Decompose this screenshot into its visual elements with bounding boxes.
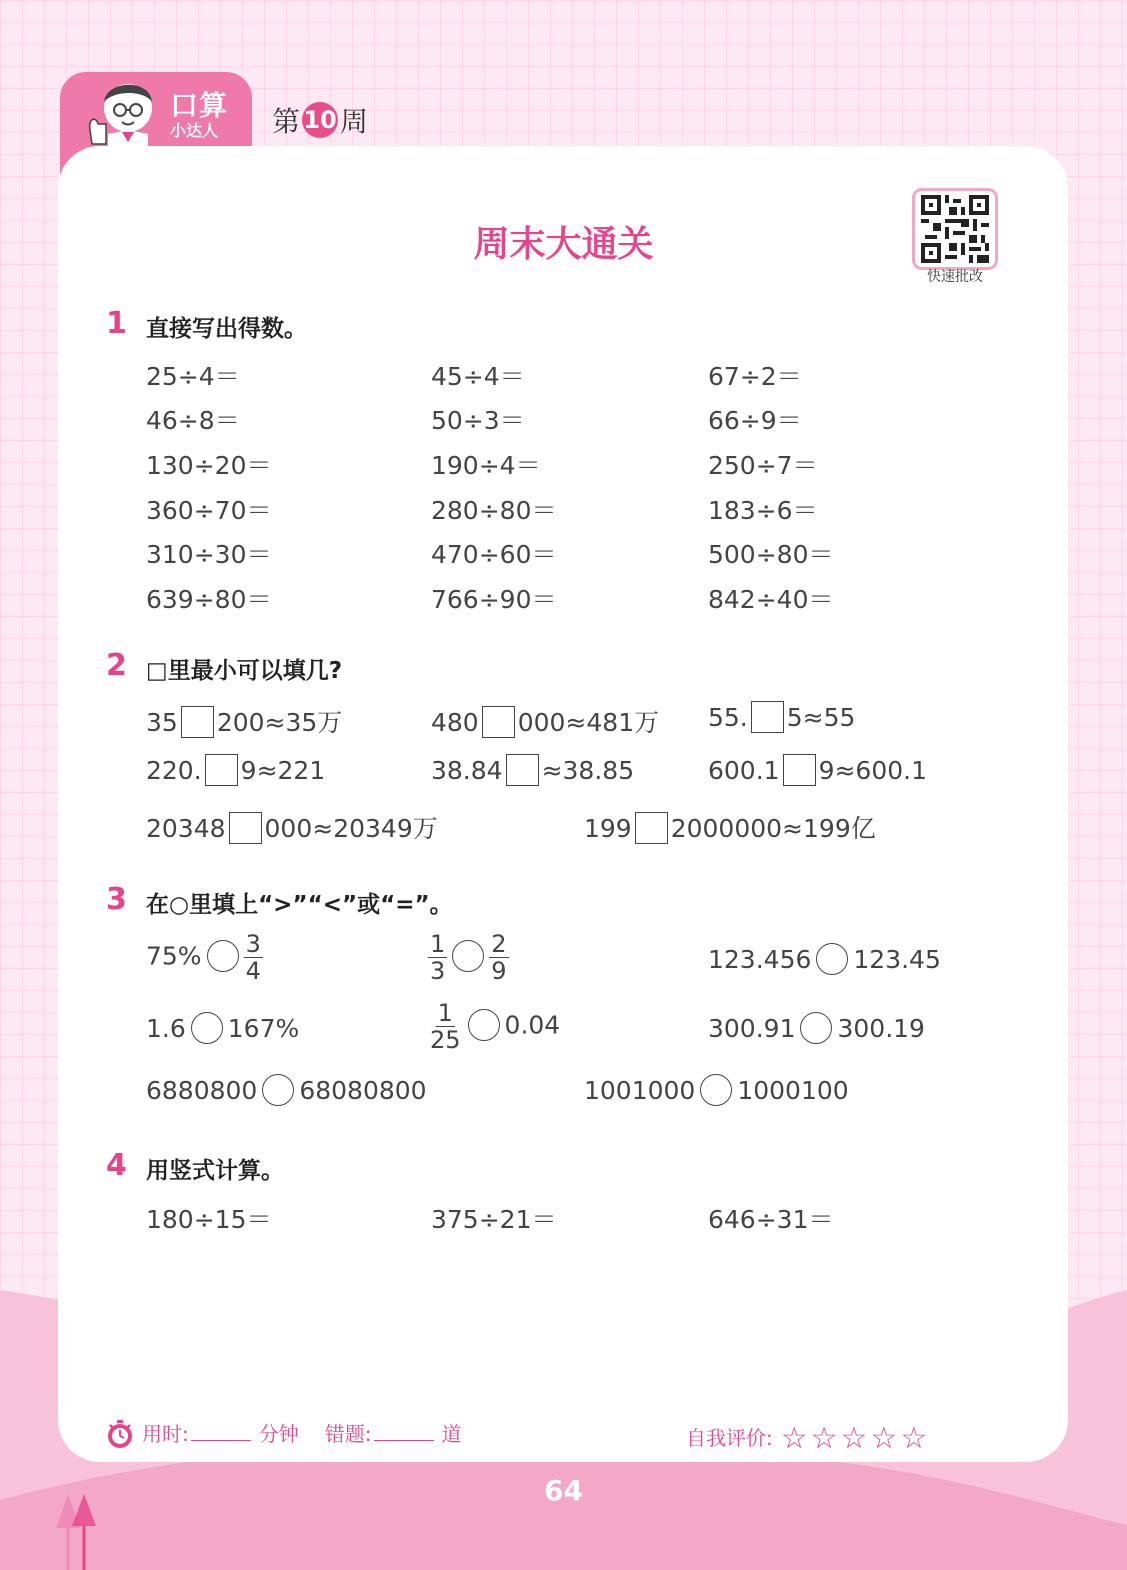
q4-problem: 375÷21＝ [431,1205,557,1234]
week-number-badge: 10 [302,102,338,138]
q2-item-suffix: 2000000≈199亿 [670,814,876,843]
q3-left-value: 75% [146,941,202,971]
footer-stats [106,1418,462,1451]
rating-label: 自我评价: [686,1426,773,1450]
q3-left-value: 6880800 [146,1076,258,1105]
q3-right-value: 167% [227,1014,300,1043]
q2-item-suffix: 000≈20349万 [264,814,438,843]
question-1-text: 直接写出得数。 [146,316,307,342]
q1-problem: 766÷90＝ [431,585,557,614]
q3-left-value: 300.91 [708,1014,796,1043]
compare-circle[interactable] [191,1012,223,1044]
q2-item [708,703,855,735]
answer-box[interactable] [783,754,816,786]
q3-item [146,1014,299,1046]
q1-problem: 250÷7＝ [708,451,818,480]
q2-item [431,703,659,740]
q3-item [428,932,509,983]
answer-box[interactable] [205,754,238,786]
compare-circle[interactable] [700,1074,732,1106]
fraction [428,1001,463,1052]
q1-problem: 25÷4＝ [146,362,240,391]
answer-box[interactable] [181,706,214,738]
stopwatch-icon [106,1419,134,1449]
q2-item [708,756,927,788]
time-label: 用时: [142,1422,189,1446]
answer-box[interactable] [635,812,668,844]
q1-problem: 470÷60＝ [431,540,557,569]
tab-subtitle: 小达人 [170,121,219,140]
q3-item [708,1014,925,1046]
errors-label: 错题: [324,1422,372,1446]
fraction [489,932,508,983]
q3-right-value: 300.19 [837,1014,925,1043]
page-number: 64 [544,1474,583,1507]
week-suffix: 周 [340,105,369,138]
q3-right-value: 68080800 [299,1076,427,1105]
q1-problem: 280÷80＝ [431,496,557,525]
q2-item-prefix: 220. [146,756,202,785]
q2-item-prefix: 600.1 [708,756,780,785]
q3-item [708,945,941,977]
answer-box[interactable] [482,706,515,738]
self-rating [686,1418,931,1456]
q1-problem: 183÷6＝ [708,496,818,525]
week-label [272,100,368,141]
q1-problem: 842÷40＝ [708,585,834,614]
fraction [244,932,263,983]
q2-item-prefix: 480 [431,708,479,737]
q1-problem: 66÷9＝ [708,406,802,435]
q4-problem: 180÷15＝ [146,1205,272,1234]
q2-item-suffix: ≈38.85 [541,756,635,785]
denominator: 3 [430,957,446,985]
q3-right-value: 1000100 [737,1076,849,1105]
time-unit: 分钟 [258,1422,299,1446]
q2-item-suffix: 200≈35万 [216,708,343,737]
q1-problem: 310÷30＝ [146,540,272,569]
answer-box[interactable] [751,701,784,733]
q1-problem: 46÷8＝ [146,406,240,435]
q1-problem: 45÷4＝ [431,362,525,391]
answer-box[interactable] [506,754,539,786]
question-3-number: 3 [106,882,127,917]
q1-problem: 190÷4＝ [431,451,541,480]
qr-caption: 快速批改 [927,269,983,285]
question-3-text: 在○里填上“>”“<”或“=”。 [146,892,453,918]
q1-problem: 130÷20＝ [146,451,272,480]
qr-code-icon [921,195,989,263]
q1-problem: 50÷3＝ [431,406,525,435]
fraction [428,932,447,983]
question-2-number: 2 [106,648,127,683]
errors-input[interactable] [374,1423,434,1441]
mascot-icon [78,72,164,150]
compare-circle[interactable] [800,1012,832,1044]
worksheet-card [58,146,1068,1462]
q3-item [584,1076,849,1108]
compare-circle[interactable] [816,943,848,975]
q1-problem: 360÷70＝ [146,496,272,525]
q2-item [584,809,876,846]
compare-circle[interactable] [452,940,484,972]
q2-item-prefix: 55. [708,703,748,732]
question-2-text: □里最小可以填几? [146,658,343,684]
denominator: 25 [430,1026,461,1054]
q3-left-value: 1.6 [146,1014,186,1043]
q3-left-value: 1001000 [584,1076,696,1105]
tab-title: 口算 [170,89,229,122]
q2-item-prefix: 20348 [146,814,226,843]
q4-problem: 646÷31＝ [708,1205,834,1234]
q2-item [146,809,438,846]
numerator: 1 [430,930,446,958]
q3-item [428,1001,560,1052]
question-1-number: 1 [106,306,127,341]
qr-code[interactable] [912,188,998,270]
q2-item-prefix: 38.84 [431,756,503,785]
question-4-text: 用竖式计算。 [146,1158,284,1184]
page-title: 周末大通关 [473,224,654,265]
q1-problem: 500÷80＝ [708,540,834,569]
answer-box[interactable] [229,812,262,844]
time-input[interactable] [191,1423,251,1441]
q3-left-value: 123.456 [708,945,812,974]
rating-stars[interactable]: ☆☆☆☆☆ [780,1421,931,1456]
numerator: 1 [437,999,453,1027]
q2-item-suffix: 9≈600.1 [818,756,928,785]
q3-item [146,932,263,983]
compare-circle[interactable] [468,1009,500,1041]
tree-decoration-icon [54,1494,100,1570]
week-prefix: 第 [272,105,301,138]
q2-item-prefix: 199 [584,814,632,843]
q2-item-suffix: 9≈221 [240,756,326,785]
numerator: 3 [245,930,261,958]
q3-right-value: 0.04 [504,1010,561,1040]
compare-circle[interactable] [207,940,239,972]
compare-circle[interactable] [262,1074,294,1106]
q2-item-suffix: 000≈481万 [517,708,660,737]
q2-item [146,756,325,788]
denominator: 9 [491,957,507,985]
q3-item [146,1076,427,1108]
q2-item-suffix: 5≈55 [786,703,856,732]
q1-problem: 639÷80＝ [146,585,272,614]
q3-right-value: 123.45 [853,945,941,974]
q2-item [431,756,634,788]
q2-item [146,703,342,740]
q2-item-prefix: 35 [146,708,178,737]
denominator: 4 [245,957,261,985]
q1-problem: 67÷2＝ [708,362,802,391]
question-4-number: 4 [106,1148,127,1183]
errors-unit: 道 [441,1422,462,1446]
numerator: 2 [491,930,507,958]
